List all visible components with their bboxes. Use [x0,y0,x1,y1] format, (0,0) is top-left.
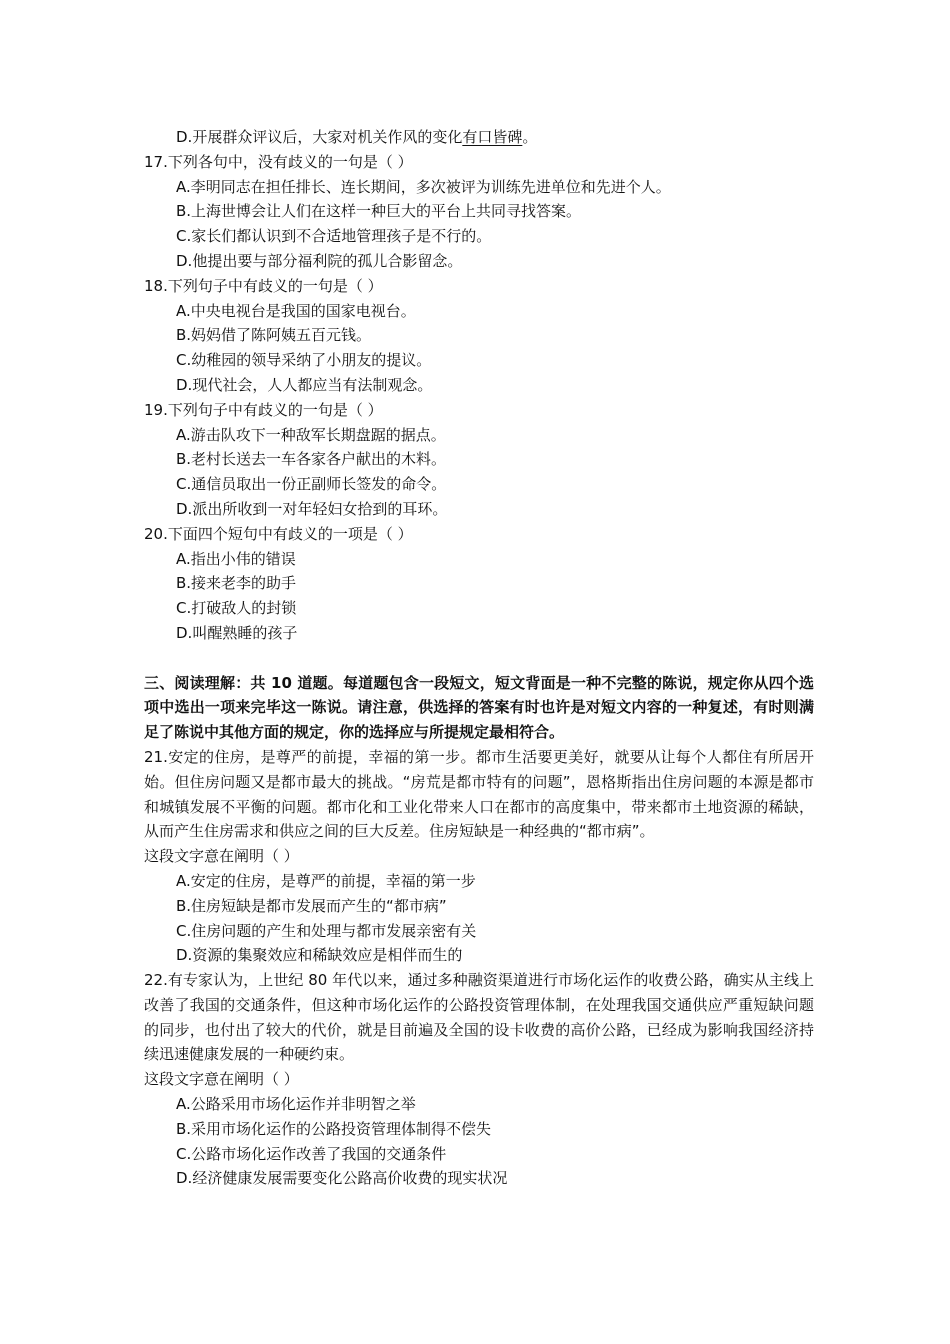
q16-option-d [144,125,814,150]
q20-option-a: A.指出小伟的错误 [176,549,296,568]
exam-content [144,125,814,1191]
q22-option-d: D.经济健康发展需要变化公路高价收费的现实状况 [176,1169,508,1188]
q19-stem: 19.下列句子中有歧义的一句是（ ） [144,400,383,419]
q17-option-c: C.家长们都认识到不合适地管理孩子是不行的。 [176,227,492,246]
q17-stem: 17.下列各句中，没有歧义的一句是（ ） [144,152,413,171]
q20-option-c: C.打破敌人的封锁 [176,599,297,618]
q21-stem: 这段文字意在阐明（ ） [144,847,299,866]
q22-option-a: A.公路采用市场化运作并非明智之举 [176,1095,416,1114]
q19-option-b: B.老村长送去一车各家各户献出的木料。 [176,450,447,469]
q21-option-c: C.住房问题的产生和处理与都市发展亲密有关 [176,921,477,940]
q19-option-a: A.游击队攻下一种敌军长期盘踞的据点。 [176,425,446,444]
q20-option-d: D.叫醒熟睡的孩子 [176,623,298,642]
q19-option-d: D.派出所收到一对年轻妇女拾到的耳环。 [176,499,448,518]
q19-option-c: C.通信员取出一份正副师长签发的命令。 [176,475,447,494]
q18-option-d: D.现代社会，人人都应当有法制观念。 [176,375,433,394]
q17-option-b: B.上海世博会让人们在这样一种巨大的平台上共同寻找答案。 [176,202,582,221]
section-spacer [144,646,814,671]
q16-option-d-suffix: 。 [522,128,538,146]
q21-option-b: B.住房短缺是都市发展而产生的“都市病” [176,896,447,915]
q18-option-a: A.中央电视台是我国的国家电视台。 [176,301,416,320]
q18-option-c: C.幼稚园的领导采纳了小朋友的提议。 [176,351,432,370]
q20-stem: 20.下面四个短句中有歧义的一项是（ ） [144,524,413,543]
q21-passage: 21.安定的住房，是尊严的前提，幸福的第一步。都市生活要更美好，就要从让每个人都住有所居开始。但住房问题又是都市最大的挑战。“房荒是都市特有的问题”，恩格斯指出住房问题的本源是都市和城镇发展不平衡的问题。都市化和工业化带来人口在都市的高度集中，带来都市土地资源的稀缺，从而产生住房需求和供应之间的巨大反差。住房短缺是一种经典的“都市病”。 [144,747,814,841]
q21-option-a: A.安定的住房，是尊严的前提，幸福的第一步 [176,871,476,890]
section3-title: 三、阅读理解：共 10 道题。每道题包含一段短文，短文背面是一种不完整的陈说，规定你从四个选项中选出一项来完毕这一陈说。请注意，供选择的答案有时也许是对短文内容的一种复述，有时则满足了陈说中其他方面的规定，你的选择应与所提规定最相符合。 [144,673,814,742]
q18-stem: 18.下列句子中有歧义的一句是（ ） [144,276,383,295]
q21-option-d: D.资源的集聚效应和稀缺效应是相伴而生的 [176,946,463,965]
q17-option-d: D.他提出要与部分福利院的孤儿合影留念。 [176,251,463,270]
q22-option-b: B.采用市场化运作的公路投资管理体制得不偿失 [176,1119,492,1138]
q22-option-c: C.公路市场化运作改善了我国的交通条件 [176,1144,447,1163]
q18-option-b: B.妈妈借了陈阿姨五百元钱。 [176,326,372,345]
q22-stem: 这段文字意在阐明（ ） [144,1070,299,1089]
q16-option-d-prefix: D.开展群众评议后，大家对机关作风的变化 [176,128,463,146]
q16-option-d-underlined: 有口皆碑 [462,128,523,146]
q20-option-b: B.接来老李的助手 [176,574,297,593]
q22-passage: 22.有专家认为，上世纪 80 年代以来，通过多种融资渠道进行市场化运作的收费公路，确实从主线上改善了我国的交通条件，但这种市场化运作的公路投资管理体制，在处理我国交通供应严重短缺问题的同步，也付出了较大的代价，就是目前遍及全国的设卡收费的高价公路，已经成为影响我国经济持续迅速健康发展的一种硬约束。 [144,971,814,1064]
q17-option-a: A.李明同志在担任排长、连长期间，多次被评为训练先进单位和先进个人。 [176,177,671,196]
